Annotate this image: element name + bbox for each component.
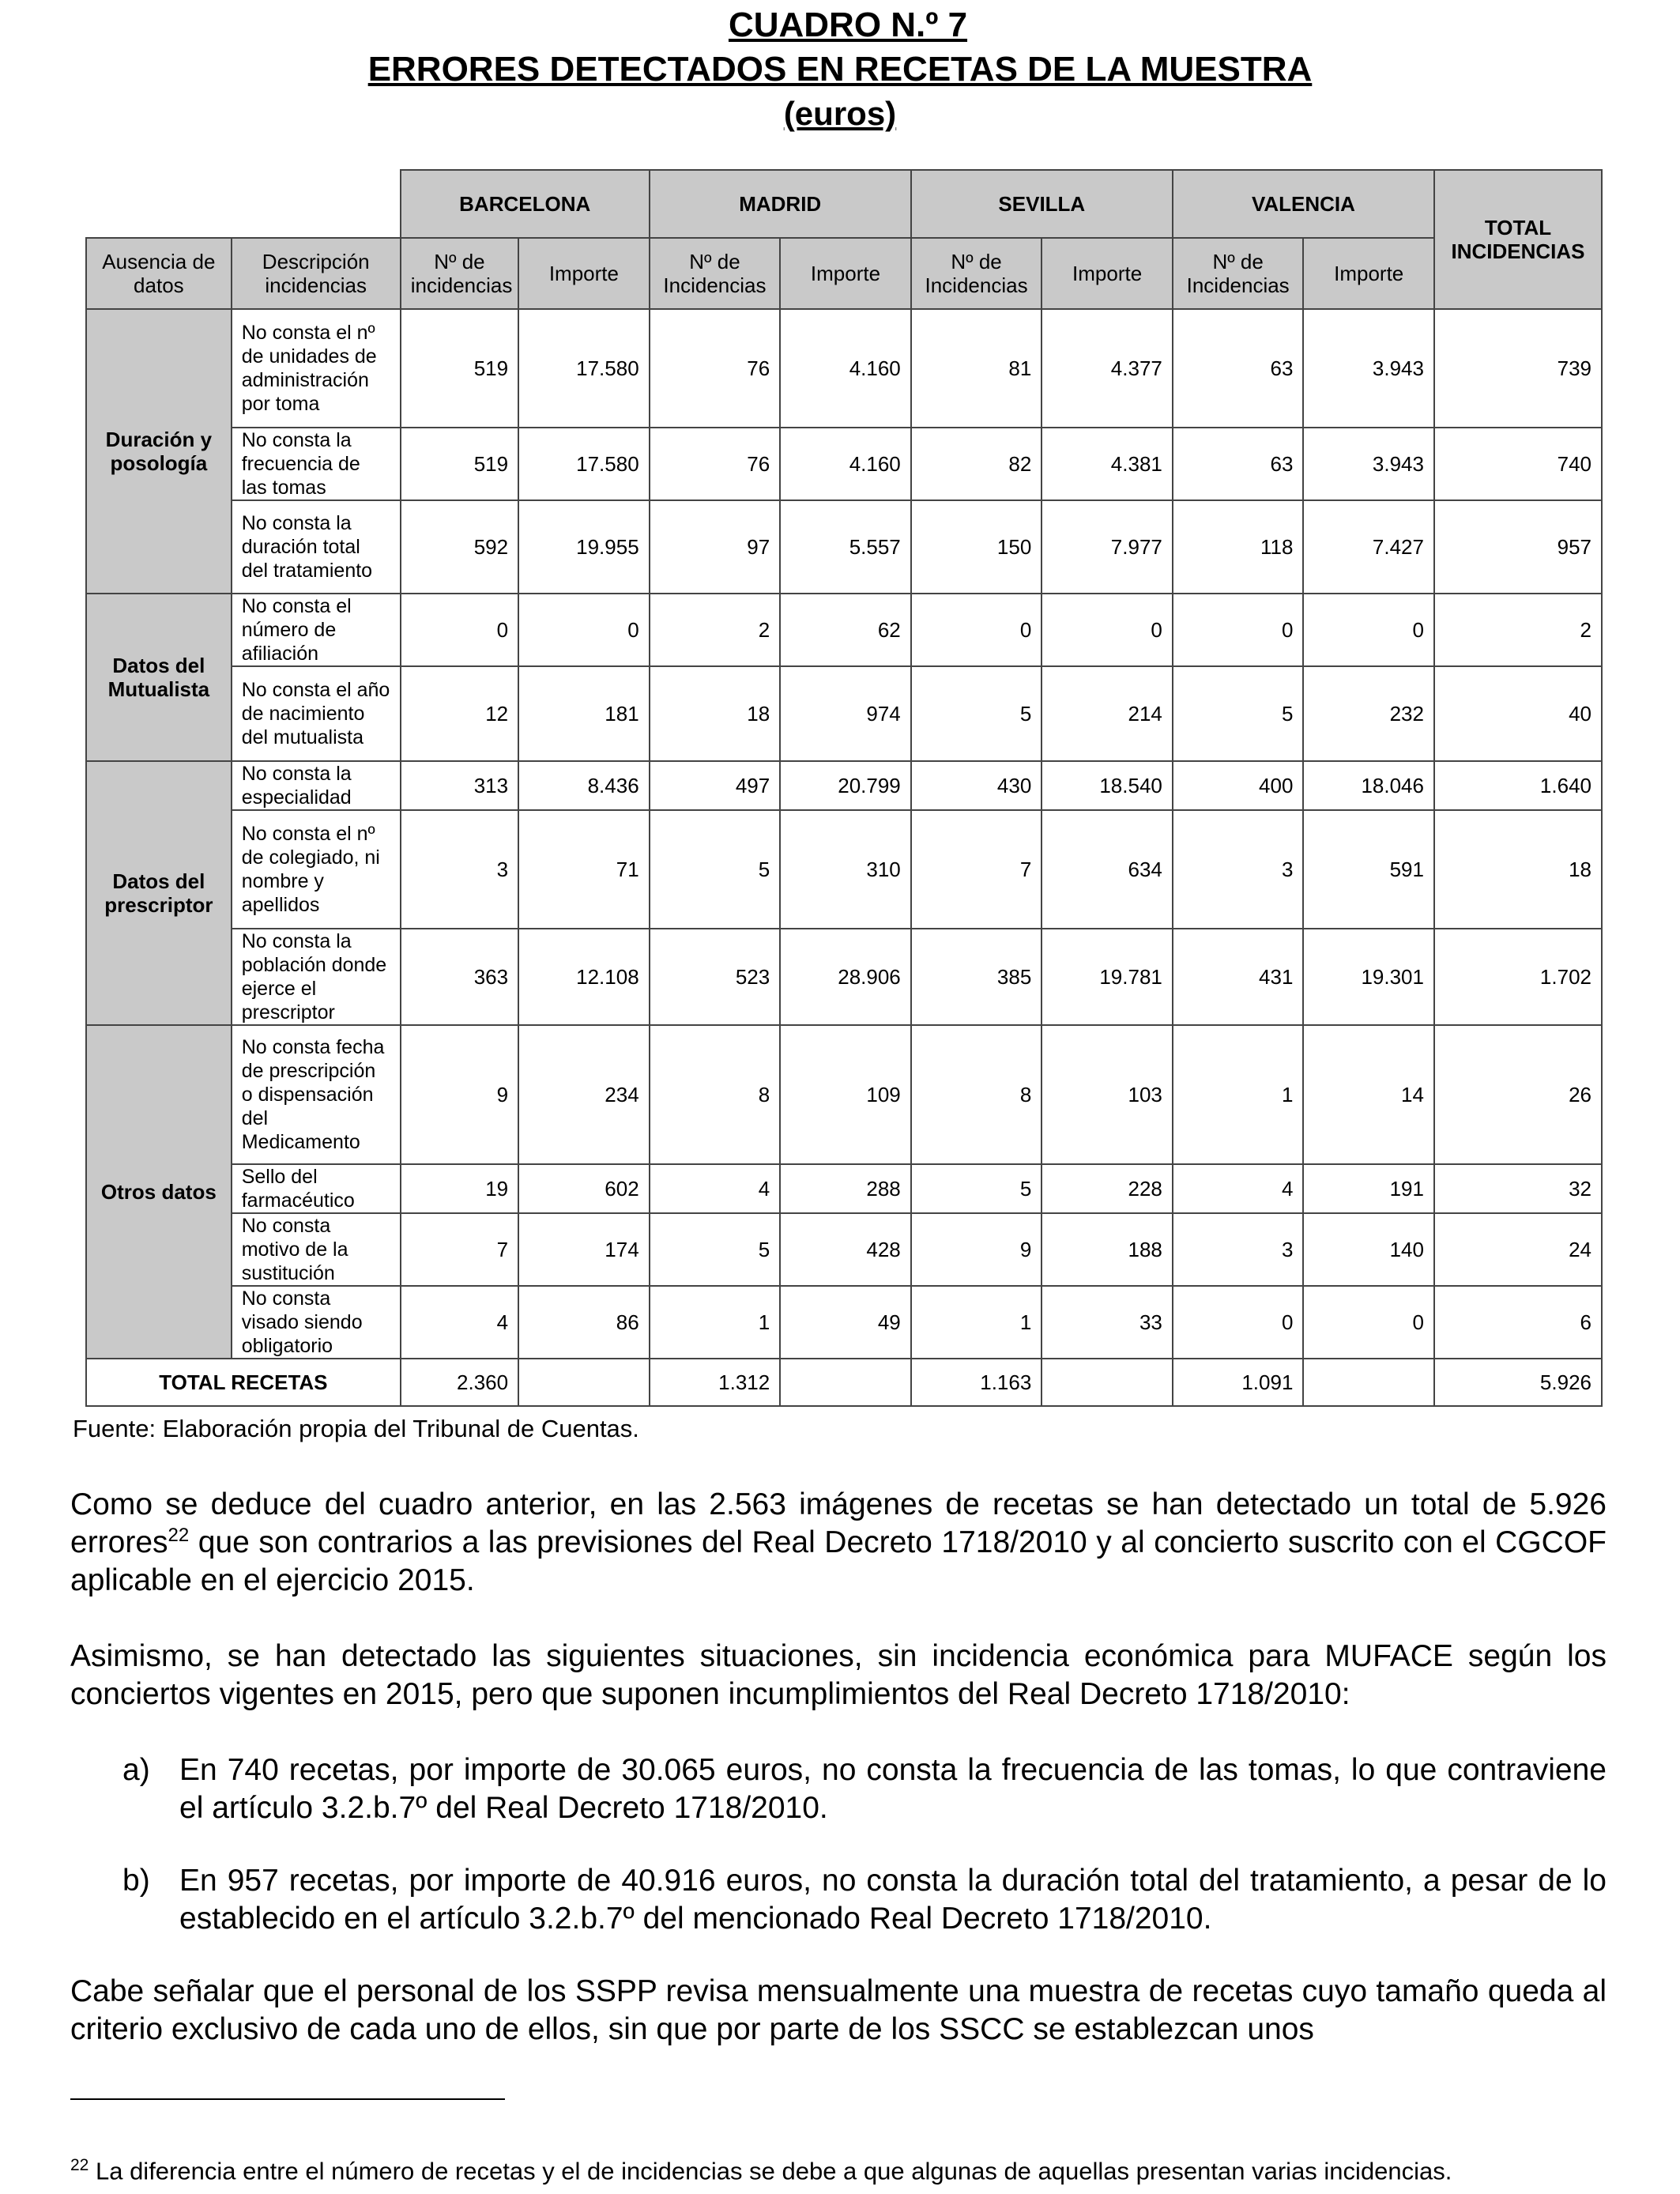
- cell-total: 32: [1434, 1164, 1602, 1213]
- paragraph-2: Asimismo, se han detectado las siguientes situaciones, sin incidencia económica para MUFACE según los conciertos vigentes en 2015, pero que suponen incumplimientos del Real Decreto 1718/2010:: [70, 1639, 1607, 1711]
- cell-incidencias: 8: [650, 1025, 781, 1164]
- group-datos-prescriptor: Datos del prescriptor: [86, 761, 232, 1025]
- table-row: [86, 428, 1602, 500]
- header-city-madrid: MADRID: [650, 170, 911, 238]
- table-row: [86, 810, 1602, 929]
- cell-incidencias: 385: [911, 929, 1042, 1025]
- table-row: [86, 761, 1602, 810]
- header-blank: [86, 170, 401, 238]
- cell-incidencias: 76: [650, 428, 781, 500]
- group-datos-mutualista: Datos del Mutualista: [86, 594, 232, 761]
- cell-importe: 602: [518, 1164, 650, 1213]
- cell-total: 2: [1434, 594, 1602, 666]
- cell-incidencias: 63: [1173, 428, 1304, 500]
- total-cell: [1303, 1359, 1434, 1406]
- header-descripcion: Descripción incidencias: [232, 238, 401, 309]
- header-row-sub: [86, 238, 1602, 309]
- cell-importe: 19.955: [518, 500, 650, 594]
- row-description: No consta fecha de prescripción o dispensación del Medicamento: [232, 1025, 401, 1164]
- cell-incidencias: 430: [911, 761, 1042, 810]
- paragraph-3: Cabe señalar que el personal de los SSPP revisa mensualmente una muestra de recetas cuyo tamaño queda al criterio exclusivo de cada uno de ellos, sin que por parte de los SSCC se establezcan unos: [70, 1974, 1607, 2046]
- header-row-cities: [86, 170, 1602, 238]
- cell-incidencias: 150: [911, 500, 1042, 594]
- total-cell: [780, 1359, 911, 1406]
- cell-importe: 8.436: [518, 761, 650, 810]
- cell-importe: 188: [1042, 1213, 1173, 1286]
- cell-importe: 288: [780, 1164, 911, 1213]
- cell-incidencias: 81: [911, 309, 1042, 428]
- table-row: [86, 594, 1602, 666]
- cell-importe: 0: [518, 594, 650, 666]
- list-item-a: En 740 recetas, por importe de 30.065 euros, no consta la frecuencia de las tomas, lo que contraviene el artículo 3.2.b.7º del Real Decreto 1718/2010.: [179, 1753, 1607, 1825]
- cell-importe: 7.977: [1042, 500, 1173, 594]
- cell-importe: 0: [1303, 1286, 1434, 1359]
- header-n-barcelona: Nº de incidencias: [401, 238, 518, 309]
- cell-incidencias: 18: [650, 666, 781, 761]
- cell-importe: 214: [1042, 666, 1173, 761]
- cell-importe: 4.160: [780, 309, 911, 428]
- table-row: [86, 1025, 1602, 1164]
- table-number-title: CUADRO N.º 7: [728, 6, 968, 44]
- row-description: No consta el nº de colegiado, ni nombre y apellidos: [232, 810, 401, 929]
- header-total-incidencias: TOTAL INCIDENCIAS: [1434, 170, 1602, 309]
- cell-importe: 19.301: [1303, 929, 1434, 1025]
- cell-total: 18: [1434, 810, 1602, 929]
- cell-incidencias: 9: [401, 1025, 518, 1164]
- paragraph-1-text-b: que son contrarios a las previsiones del Real Decreto 1718/2010 y al concierto suscrito con el CGCOF aplicable en el ejercicio 2015.: [70, 1525, 1607, 1597]
- table-row: [86, 929, 1602, 1025]
- cell-incidencias: 4: [650, 1164, 781, 1213]
- cell-incidencias: 5: [1173, 666, 1304, 761]
- cell-incidencias: 519: [401, 309, 518, 428]
- cell-incidencias: 1: [1173, 1025, 1304, 1164]
- cell-importe: 17.580: [518, 309, 650, 428]
- cell-importe: 71: [518, 810, 650, 929]
- row-description: No consta la frecuencia de las tomas: [232, 428, 401, 500]
- row-description: Sello del farmacéutico: [232, 1164, 401, 1213]
- cell-incidencias: 63: [1173, 309, 1304, 428]
- cell-incidencias: 0: [1173, 594, 1304, 666]
- cell-incidencias: 9: [911, 1213, 1042, 1286]
- cell-importe: 18.540: [1042, 761, 1173, 810]
- cell-incidencias: 313: [401, 761, 518, 810]
- total-cell: 2.360: [401, 1359, 518, 1406]
- cell-importe: 228: [1042, 1164, 1173, 1213]
- cell-incidencias: 400: [1173, 761, 1304, 810]
- cell-incidencias: 12: [401, 666, 518, 761]
- cell-importe: 232: [1303, 666, 1434, 761]
- table-unit: (euros): [783, 95, 897, 132]
- cell-total: 26: [1434, 1025, 1602, 1164]
- cell-incidencias: 523: [650, 929, 781, 1025]
- cell-importe: 3.943: [1303, 309, 1434, 428]
- cell-importe: 3.943: [1303, 428, 1434, 500]
- header-n-madrid: Nº de Incidencias: [650, 238, 781, 309]
- cell-total: 739: [1434, 309, 1602, 428]
- cell-total: 740: [1434, 428, 1602, 500]
- footnote-separator: [70, 2098, 505, 2100]
- cell-total: 40: [1434, 666, 1602, 761]
- header-ausencia: Ausencia de datos: [86, 238, 232, 309]
- table-row: [86, 1286, 1602, 1359]
- cell-incidencias: 5: [911, 1164, 1042, 1213]
- cell-importe: 103: [1042, 1025, 1173, 1164]
- cell-importe: 181: [518, 666, 650, 761]
- header-city-sevilla: SEVILLA: [911, 170, 1173, 238]
- cell-importe: 4.377: [1042, 309, 1173, 428]
- cell-incidencias: 97: [650, 500, 781, 594]
- cell-incidencias: 4: [401, 1286, 518, 1359]
- header-importe-valencia: Importe: [1303, 238, 1434, 309]
- row-description: No consta el año de nacimiento del mutualista: [232, 666, 401, 761]
- cell-importe: 4.160: [780, 428, 911, 500]
- cell-incidencias: 82: [911, 428, 1042, 500]
- cell-importe: 591: [1303, 810, 1434, 929]
- table-source: Fuente: Elaboración propia del Tribunal de Cuentas.: [73, 1415, 639, 1442]
- header-n-valencia: Nº de Incidencias: [1173, 238, 1304, 309]
- cell-importe: 12.108: [518, 929, 650, 1025]
- cell-importe: 634: [1042, 810, 1173, 929]
- total-cell: [518, 1359, 650, 1406]
- row-description: No consta la duración total del tratamiento: [232, 500, 401, 594]
- row-description: No consta motivo de la sustitución: [232, 1213, 401, 1286]
- cell-importe: 974: [780, 666, 911, 761]
- row-description: No consta el nº de unidades de administración por toma: [232, 309, 401, 428]
- page-title-block: [0, 3, 1680, 136]
- row-description: No consta la población donde ejerce el prescriptor: [232, 929, 401, 1025]
- cell-incidencias: 1: [911, 1286, 1042, 1359]
- cell-importe: 49: [780, 1286, 911, 1359]
- cell-incidencias: 497: [650, 761, 781, 810]
- cell-importe: 7.427: [1303, 500, 1434, 594]
- cell-incidencias: 3: [1173, 1213, 1304, 1286]
- row-description: No consta visado siendo obligatorio: [232, 1286, 401, 1359]
- header-city-valencia: VALENCIA: [1173, 170, 1434, 238]
- total-cell: 1.312: [650, 1359, 781, 1406]
- cell-incidencias: 19: [401, 1164, 518, 1213]
- table-title: ERRORES DETECTADOS EN RECETAS DE LA MUESTRA: [367, 50, 1313, 89]
- header-importe-madrid: Importe: [780, 238, 911, 309]
- cell-incidencias: 0: [1173, 1286, 1304, 1359]
- cell-importe: 0: [1042, 594, 1173, 666]
- table-row: [86, 666, 1602, 761]
- cell-incidencias: 0: [911, 594, 1042, 666]
- list-item-b: En 957 recetas, por importe de 40.916 euros, no consta la duración total del tratamiento, a pesar de lo establecido en el artículo 3.2.b.7º del mencionado Real Decreto 1718/2010.: [179, 1864, 1607, 1936]
- cell-incidencias: 7: [911, 810, 1042, 929]
- cell-total: 24: [1434, 1213, 1602, 1286]
- footnote: [70, 2156, 1452, 2185]
- footnote-text: La diferencia entre el número de recetas y el de incidencias se debe a que algunas de aquellas presentan varias incidencias.: [89, 2157, 1452, 2185]
- cell-incidencias: 363: [401, 929, 518, 1025]
- cell-importe: 33: [1042, 1286, 1173, 1359]
- cell-incidencias: 5: [911, 666, 1042, 761]
- cell-importe: 86: [518, 1286, 650, 1359]
- cell-importe: 310: [780, 810, 911, 929]
- cell-importe: 191: [1303, 1164, 1434, 1213]
- cell-importe: 174: [518, 1213, 650, 1286]
- footnote-ref: 22: [168, 1525, 190, 1546]
- header-n-sevilla: Nº de Incidencias: [911, 238, 1042, 309]
- table-row: [86, 1213, 1602, 1286]
- cell-incidencias: 5: [650, 810, 781, 929]
- cell-importe: 5.557: [780, 500, 911, 594]
- cell-incidencias: 5: [650, 1213, 781, 1286]
- total-recetas-label: TOTAL RECETAS: [86, 1359, 401, 1406]
- cell-importe: 109: [780, 1025, 911, 1164]
- table-row: [86, 500, 1602, 594]
- total-cell: 1.091: [1173, 1359, 1304, 1406]
- cell-incidencias: 3: [1173, 810, 1304, 929]
- header-importe-sevilla: Importe: [1042, 238, 1173, 309]
- total-cell: 5.926: [1434, 1359, 1602, 1406]
- cell-incidencias: 1: [650, 1286, 781, 1359]
- cell-importe: 0: [1303, 594, 1434, 666]
- cell-incidencias: 0: [401, 594, 518, 666]
- cell-incidencias: 431: [1173, 929, 1304, 1025]
- cell-incidencias: 8: [911, 1025, 1042, 1164]
- cell-importe: 4.381: [1042, 428, 1173, 500]
- cell-importe: 428: [780, 1213, 911, 1286]
- header-importe-barcelona: Importe: [518, 238, 650, 309]
- cell-importe: 17.580: [518, 428, 650, 500]
- cell-importe: 140: [1303, 1213, 1434, 1286]
- cell-incidencias: 3: [401, 810, 518, 929]
- cell-total: 6: [1434, 1286, 1602, 1359]
- row-description: No consta la especialidad: [232, 761, 401, 810]
- cell-importe: 20.799: [780, 761, 911, 810]
- header-city-barcelona: BARCELONA: [401, 170, 650, 238]
- total-cell: 1.163: [911, 1359, 1042, 1406]
- paragraph-1: [70, 1486, 1607, 1600]
- cell-incidencias: 118: [1173, 500, 1304, 594]
- cell-incidencias: 2: [650, 594, 781, 666]
- group-otros-datos: Otros datos: [86, 1025, 232, 1359]
- cell-incidencias: 592: [401, 500, 518, 594]
- cell-importe: 62: [780, 594, 911, 666]
- cell-incidencias: 76: [650, 309, 781, 428]
- list-item-b-label: b): [122, 1864, 150, 1898]
- cell-incidencias: 519: [401, 428, 518, 500]
- cell-total: 1.702: [1434, 929, 1602, 1025]
- paragraph-1-text-a: Como se deduce del cuadro anterior, en las 2.563 imágenes de recetas se han detectado un total de 5.926 errores: [70, 1487, 1607, 1559]
- table-row: [86, 309, 1602, 428]
- cell-total: 957: [1434, 500, 1602, 594]
- footnote-number: 22: [70, 2156, 89, 2174]
- table-total-row: [86, 1359, 1602, 1406]
- row-description: No consta el número de afiliación: [232, 594, 401, 666]
- cell-importe: 18.046: [1303, 761, 1434, 810]
- cell-importe: 234: [518, 1025, 650, 1164]
- errors-table: [85, 169, 1603, 1407]
- table-row: [86, 1164, 1602, 1213]
- cell-importe: 14: [1303, 1025, 1434, 1164]
- group-duracion-posologia: Duración y posología: [86, 309, 232, 594]
- list-item-a-label: a): [122, 1753, 150, 1787]
- cell-incidencias: 4: [1173, 1164, 1304, 1213]
- cell-importe: 28.906: [780, 929, 911, 1025]
- total-cell: [1042, 1359, 1173, 1406]
- cell-total: 1.640: [1434, 761, 1602, 810]
- cell-incidencias: 7: [401, 1213, 518, 1286]
- cell-importe: 19.781: [1042, 929, 1173, 1025]
